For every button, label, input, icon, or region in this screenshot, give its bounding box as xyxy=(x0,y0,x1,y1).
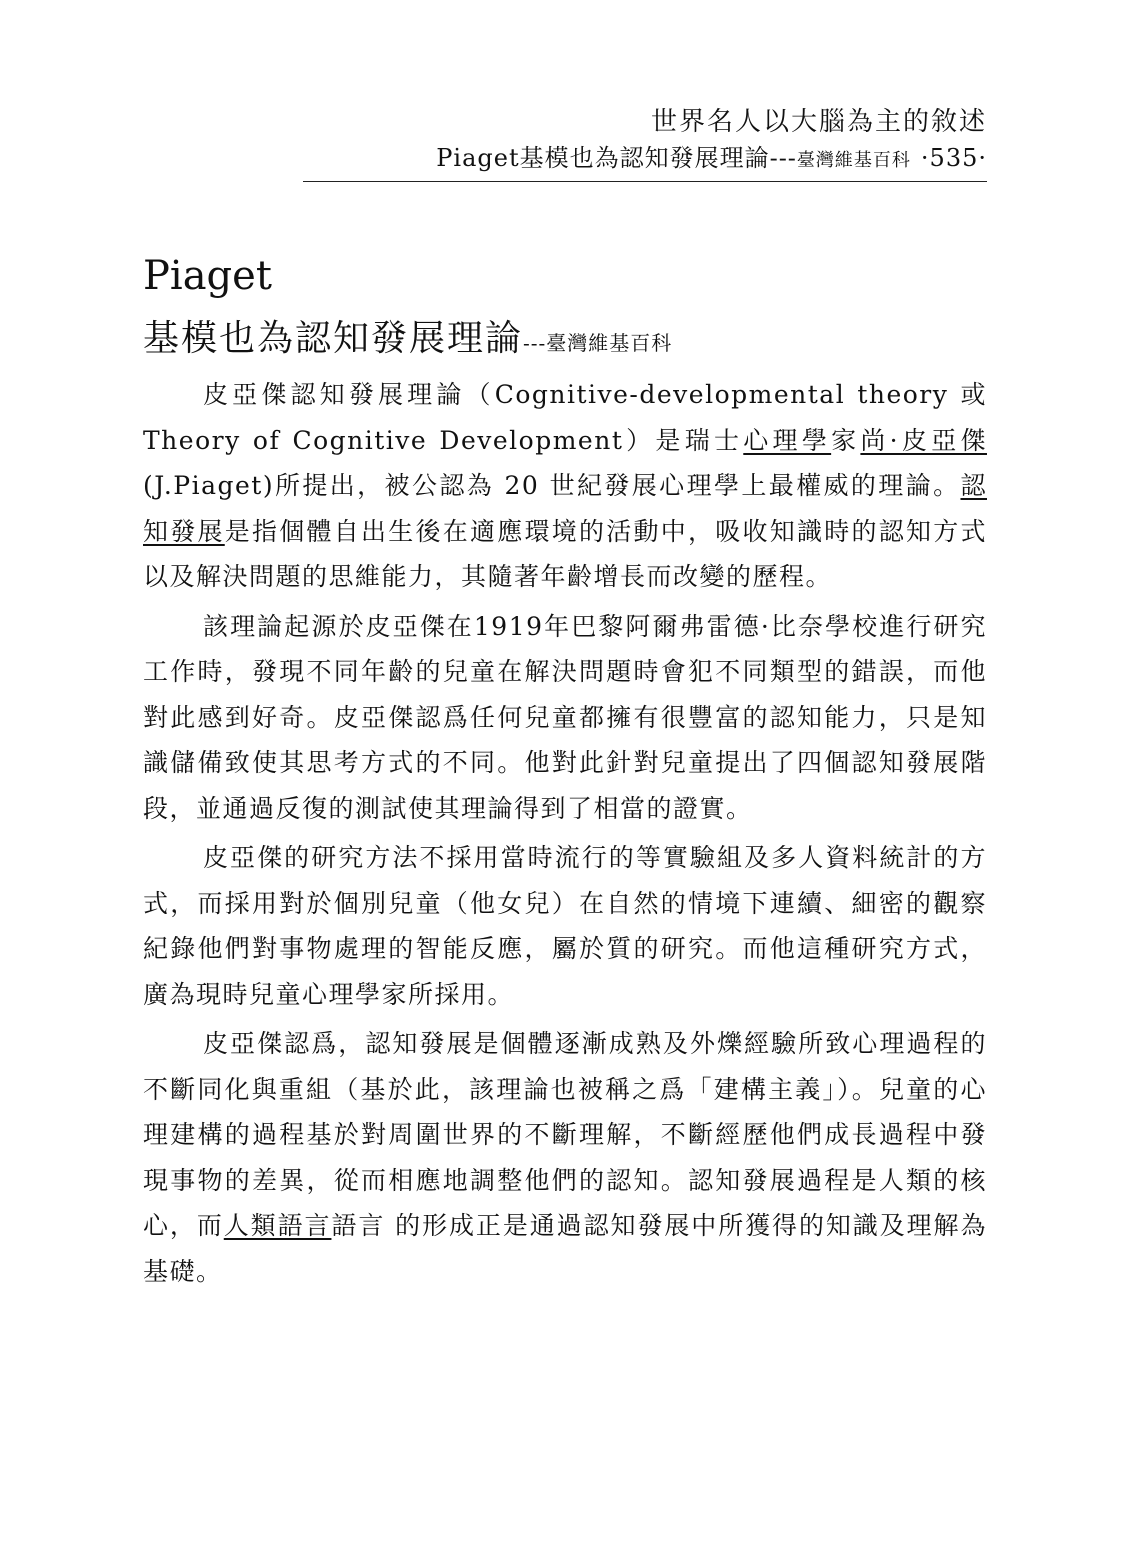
paragraph-1-text-c: (J.Piaget)所提出，被公認為 20 世紀發展心理學上最權威的理論。 xyxy=(143,471,961,500)
page-number: ·535· xyxy=(920,144,987,172)
article-title-main: 基模也為認知發展理論 xyxy=(143,318,524,359)
paragraph-2: 該理論起源於皮亞傑在1919年巴黎阿爾弗雷德·比奈學校進行研究工作時，發現不同年齡的兒童在解決問題時會犯不同類型的錯誤，而他對此感到好奇。皮亞傑認爲任何兒童都擁有很豐富的認知能力，只是知識儲備致使其思考方式的不同。他對此針對兒童提出了四個認知發展階段，並通過反復的測試使其理論得到了相當的證實。 xyxy=(143,611,987,823)
paragraph-4-text-a: 皮亞傑認爲，認知發展是個體逐漸成熟及外爍經驗所致心理過程的不斷同化與重組（基於此，該理論也被稱之爲「建構主義」）。兒童的心理建構的過程基於對周圍世界的不斷理解，不斷經歷他們成長過程中發現事物的差異，從而相應地調整他們的認知。認知發展過程是人類的核心，而 xyxy=(143,1029,987,1240)
link-psychology[interactable]: 心理學 xyxy=(743,425,832,455)
paragraph-4-text-b: 語言 的形成正是通過認知發展中所獲得的知識及理解為基礎。 xyxy=(143,1211,987,1286)
paragraph-3: 皮亞傑的研究方法不採用當時流行的等實驗組及多人資料統計的方式，而採用對於個別兒童（他女兒）在自然的情境下連續、細密的觀察紀錄他們對事物處理的智能反應，屬於質的研究。而他這種研究方式，廣為現時兒童心理學家所採用。 xyxy=(143,843,987,1009)
article-body xyxy=(143,246,987,1294)
paragraph-1 xyxy=(143,372,987,600)
link-jean-piaget[interactable]: 尚·皮亞傑 xyxy=(860,425,987,455)
header-chapter-text: Piaget基模也為認知發展理論--- xyxy=(436,144,797,172)
paragraph-1-text-b: 家 xyxy=(831,425,861,455)
article-title-source: 臺灣維基百科 xyxy=(546,331,673,355)
paragraph-1-text-a: 皮亞傑認知發展理論（Cognitive-developmental theory 或 Theory of Cognitive Development）是瑞士 xyxy=(143,380,987,455)
article-title xyxy=(143,310,987,372)
article-title-separator: --- xyxy=(523,331,547,355)
article-title-latin: Piaget xyxy=(143,253,272,299)
header-chapter-title xyxy=(303,140,987,182)
paragraph-1-text-d: 是指個體自出生後在適應環境的活動中，吸收知識時的認知方式以及解決問題的思維能力，其隨著年齡增長而改變的歷程。 xyxy=(143,516,987,591)
link-human-language[interactable]: 人類語言 xyxy=(223,1211,332,1240)
running-header xyxy=(303,104,987,182)
paragraph-4 xyxy=(143,1021,987,1294)
link-cognitive-development[interactable]: 認知發展 xyxy=(143,471,987,546)
header-book-title: 世界名人以大腦為主的敘述 xyxy=(650,107,987,137)
header-source: 臺灣維基百科 xyxy=(796,150,911,171)
